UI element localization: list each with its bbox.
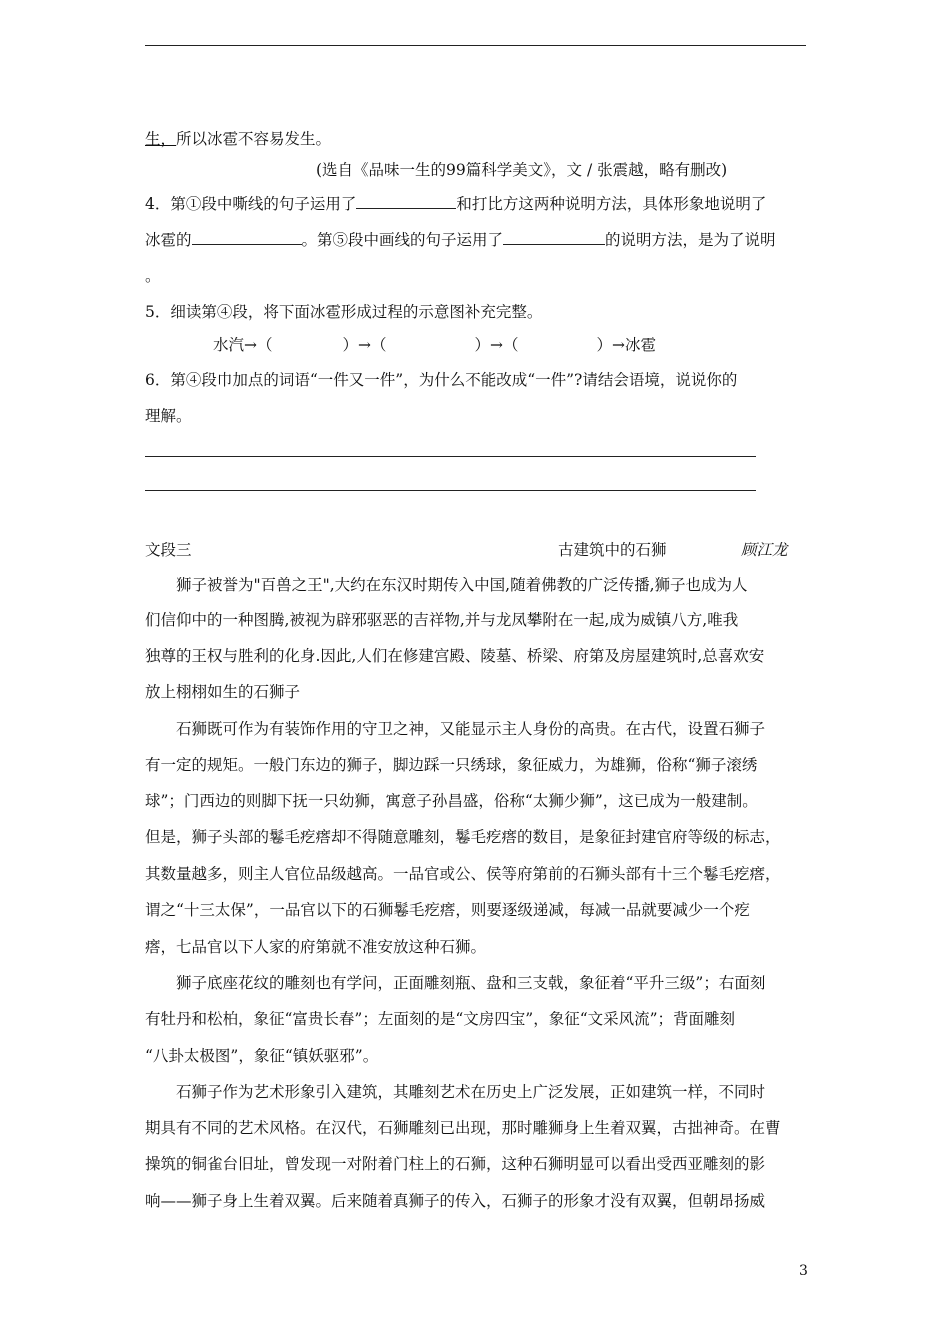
paragraph-line: 们信仰中的一种图腾,被视为辟邪驱恶的吉祥物,并与龙凤攀附在一起,成为威镇八方,唯我: [145, 611, 739, 629]
answer-line[interactable]: [145, 456, 756, 457]
paragraph-line: 狮子底座花纹的雕刻也有学问，正面雕刻瓶、盘和三支戟，象征着“平升三级”；右面刻: [176, 974, 766, 992]
question-4-line-2: 冰雹的 。第⑤段中画线的句子运用了 的说明方法，是为了说明: [145, 231, 776, 249]
paragraph-line: 有牡丹和松柏，象征“富贵长春”；左面刻的是“文房四宝”，象征“文采风流”；背面雕刻: [145, 1010, 736, 1028]
prev-text-end: 生，所以冰雹不容易发生。: [145, 130, 332, 148]
paragraph-line: 放上栩栩如生的石狮子: [145, 683, 301, 701]
section-3-heading: [145, 540, 788, 560]
paragraph-line: 有一定的规矩。一般门东边的狮子，脚边踩一只绣球，象征威力，为雄狮，俗称“狮子滚绣: [145, 756, 758, 774]
paragraph-line: “八卦太极图”，象征“镇妖驱邪”。: [145, 1047, 379, 1065]
article-title: 古建筑中的石狮: [558, 541, 667, 559]
paragraph-line: 石狮子作为艺术形象引入建筑，其雕刻艺术在历史上广泛发展，正如建筑一样，不同时: [176, 1083, 766, 1101]
article-author: 顾江龙: [741, 541, 788, 559]
page-number: 3: [799, 1263, 808, 1279]
answer-blank[interactable]: [192, 230, 302, 245]
question-6-line-2: 理解。: [145, 407, 192, 425]
paragraph-line: 石狮既可作为有装饰作用的守卫之神，又能显示主人身份的高贵。在古代，设置石狮子: [176, 720, 766, 738]
question-5: 5．细读第④段，将下面冰雹形成过程的示意图补充完整。: [145, 303, 543, 321]
paragraph-line: 其数量越多，则主人官位品级越高。一品官或公、侯等府第前的石狮头部有十三个鬈毛疙瘩，: [145, 865, 781, 883]
paragraph-line: 球”；门西边的则脚下抚一只幼狮，寓意子孙昌盛，俗称“太狮少狮”，这已成为一般建制。: [145, 792, 758, 810]
paragraph-line: 操筑的铜雀台旧址，曾发现一对附着门柱上的石狮，这种石狮明显可以看出受西亚雕刻的影: [145, 1155, 766, 1173]
paragraph-line: 响——狮子身上生着双翼。后来随着真狮子的传入，石狮子的形象才没有双翼，但朝昂扬威: [145, 1192, 766, 1210]
paragraph-line: 狮子被誉为"百兽之王",大约在东汉时期传入中国,随着佛教的广泛传播,狮子也成为人: [176, 576, 748, 594]
paragraph-line: 瘩，七品官以下人家的府第就不准安放这种石狮。: [145, 938, 487, 956]
question-4-line-1: 4．第①段中嘶线的句子运用了 和打比方这两种说明方法，具体形象地说明了: [145, 195, 767, 213]
paragraph-line: 谓之“十三太保”，一品官以下的石狮鬈毛疙瘩，则要逐级递减，每减一品就要减少一个疙: [145, 901, 750, 919]
header-rule: [145, 45, 806, 46]
paragraph-line: 期具有不同的艺术风格。在汉代，石狮雕刻已出现，那时雕狮身上生着双翼，古拙神奇。在曹: [145, 1119, 781, 1137]
answer-blank[interactable]: [356, 194, 456, 209]
answer-line[interactable]: [145, 490, 756, 491]
hail-process-diagram: 水汽→（ ）→（ ）→（ ）→冰雹: [213, 336, 656, 354]
underlined-fragment: 生，: [145, 130, 177, 148]
source-citation: (选自《品味一生的99篇科学美文》，文 / 张震越，略有删改): [316, 161, 728, 179]
paragraph-line: 但是，狮子头部的鬈毛疙瘩却不得随意雕刻，鬈毛疙瘩的数目，是象征封建官府等级的标志，: [145, 828, 781, 846]
paragraph-line: 独尊的王权与胜利的化身.因此,人们在修建宫殿、陵墓、桥梁、府第及房屋建筑时,总喜欢安: [145, 647, 765, 665]
answer-blank[interactable]: [503, 230, 605, 245]
question-6-line-1: 6．第④段巾加点的词语“一件又一件”，为什么不能改成“一件”?请结会语境，说说你的: [145, 371, 738, 389]
question-4-line-3: 。: [145, 267, 161, 285]
section-label: 文段三: [145, 541, 192, 559]
